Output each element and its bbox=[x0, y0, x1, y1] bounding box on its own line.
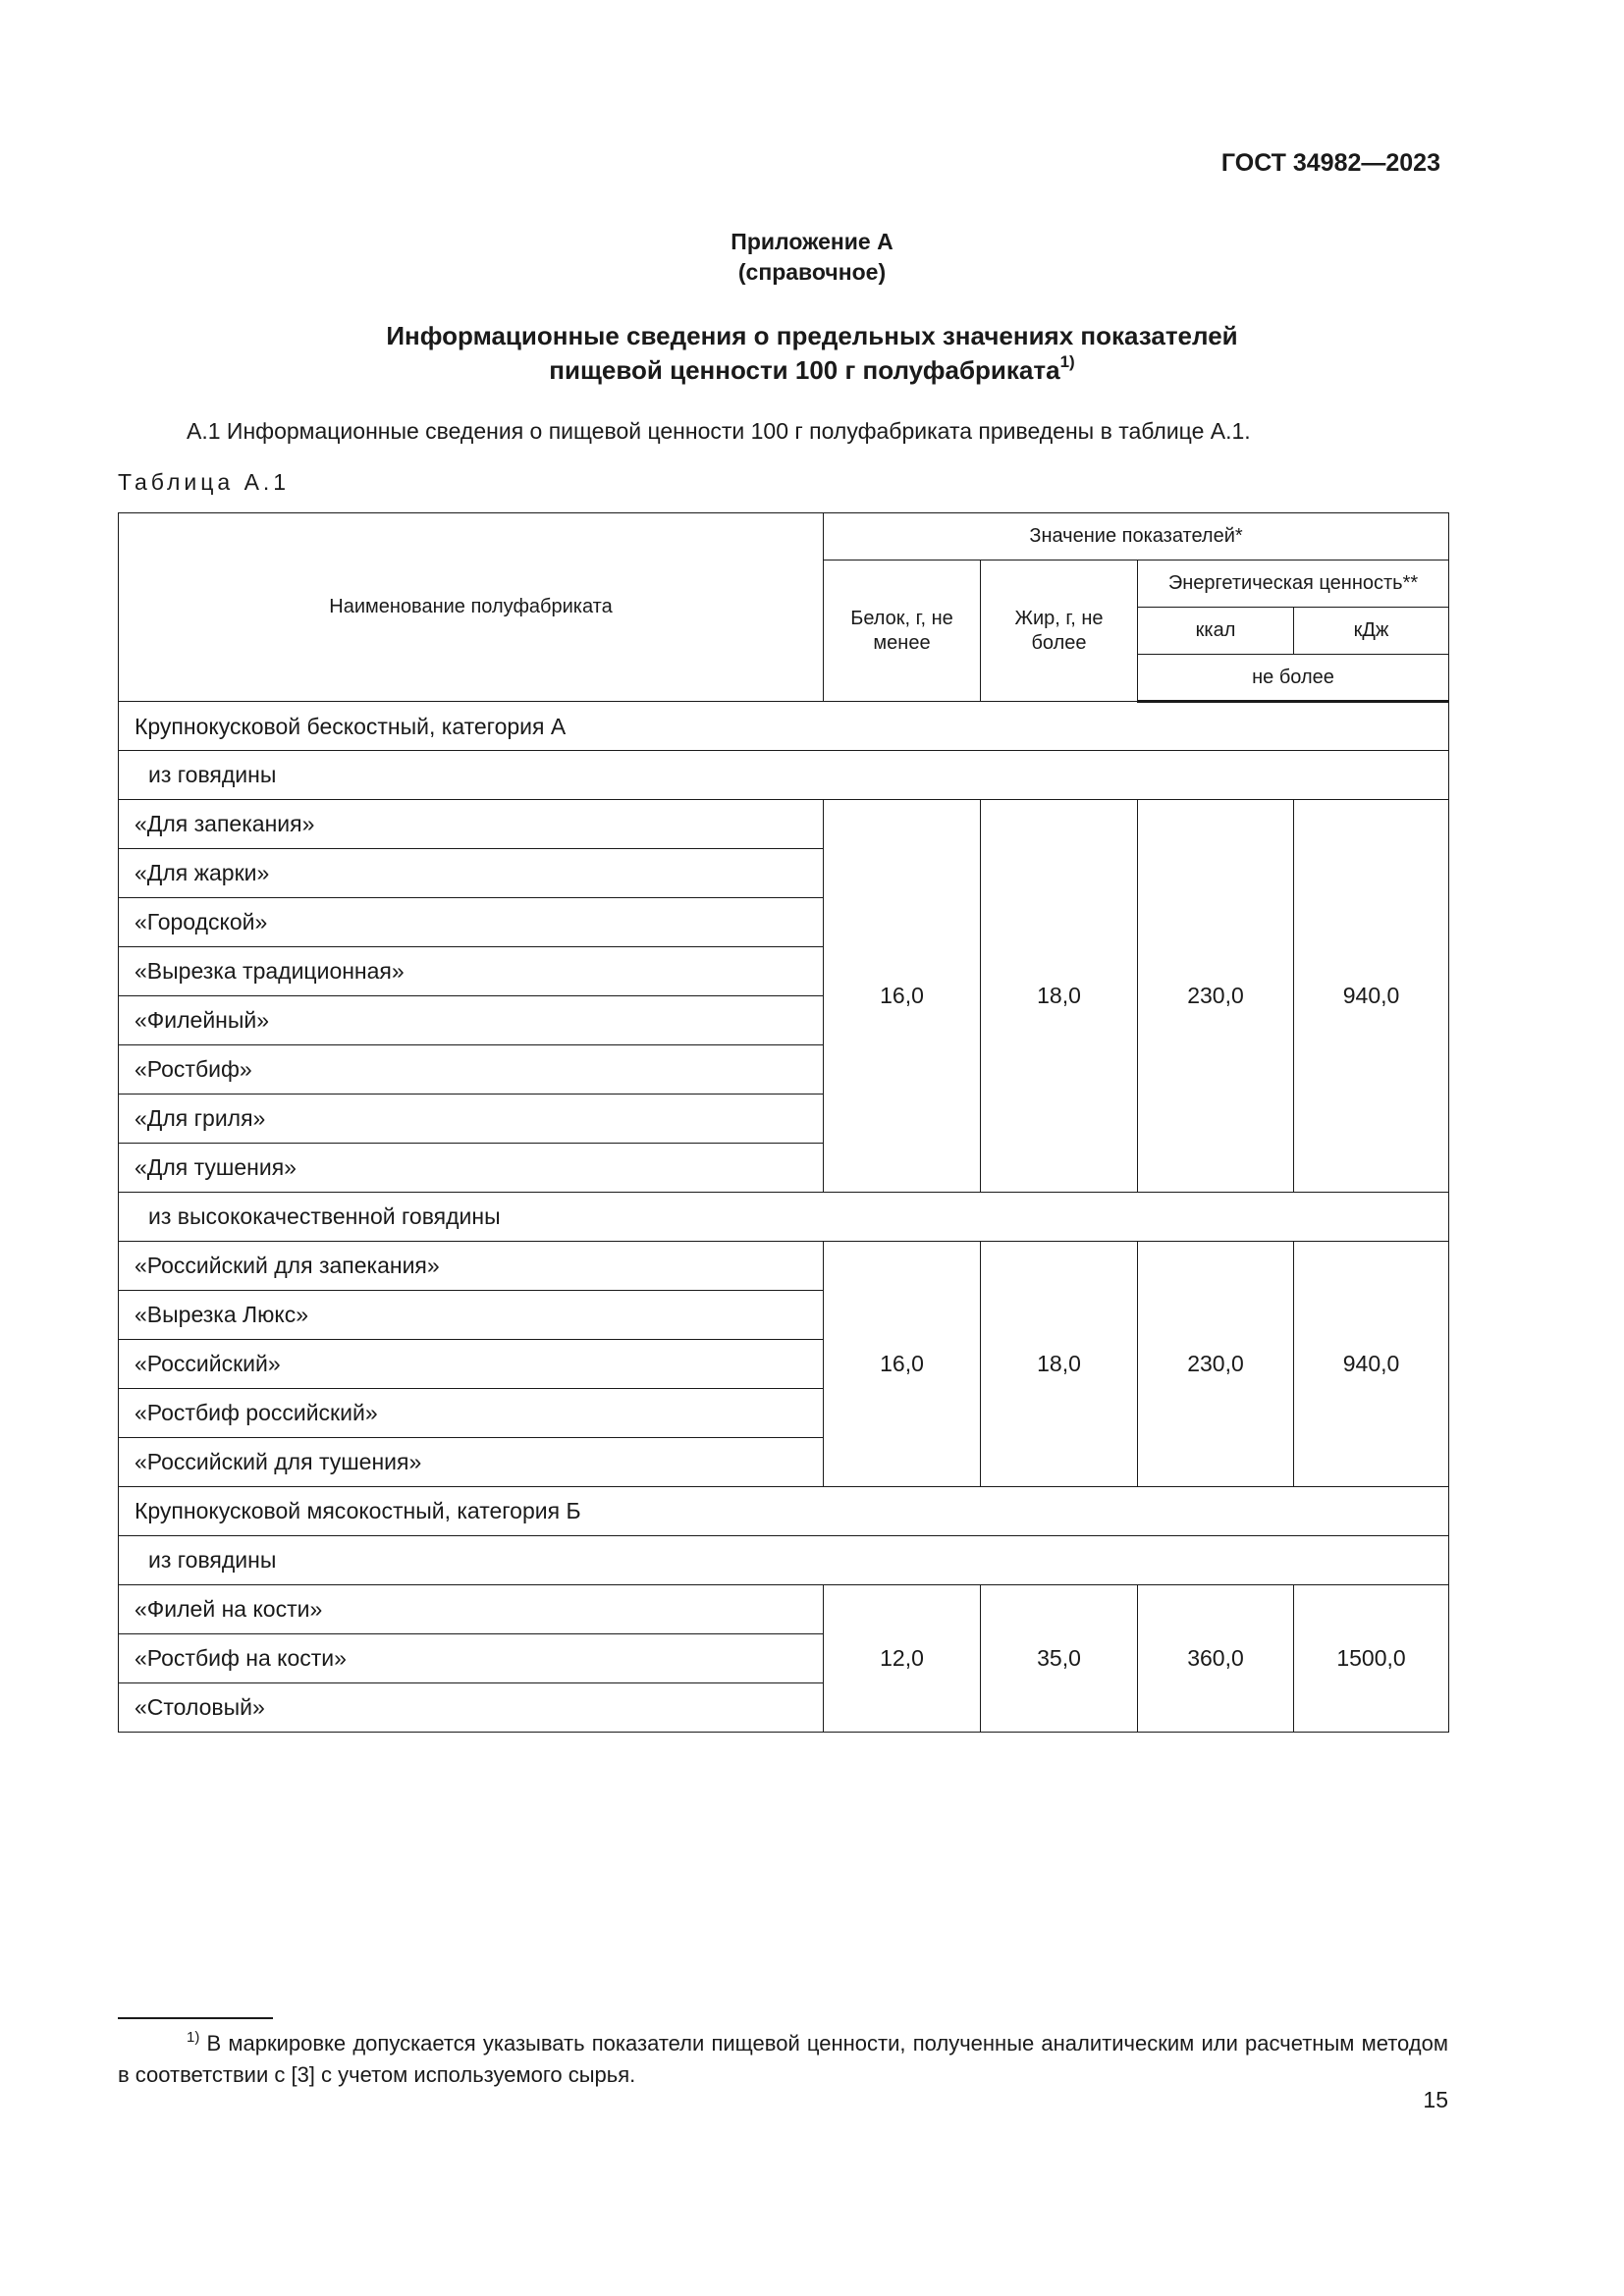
page-title-line-1: Информационные сведения о предельных значениях показателей bbox=[386, 321, 1238, 350]
subcategory-name: из говядины bbox=[119, 751, 1449, 800]
page-title bbox=[0, 319, 1624, 388]
product-name: «Филей на кости» bbox=[119, 1585, 824, 1634]
table-header bbox=[119, 513, 1449, 702]
header-protein: Белок, г, не менее bbox=[824, 561, 981, 702]
product-name: «Ростбиф» bbox=[119, 1045, 824, 1095]
table-row-category bbox=[119, 702, 1449, 751]
table-row-subcategory bbox=[119, 1193, 1449, 1242]
product-name: «Для запекания» bbox=[119, 800, 824, 849]
page-title-line-2-text: пищевой ценности 100 г полуфабриката bbox=[549, 355, 1060, 385]
product-name: «Российский для тушения» bbox=[119, 1438, 824, 1487]
annex-heading bbox=[0, 227, 1624, 288]
product-name: «Российский для запекания» bbox=[119, 1242, 824, 1291]
table-row bbox=[119, 1242, 1449, 1291]
fat-value: 18,0 bbox=[981, 1242, 1138, 1487]
subcategory-name: из высококачественной говядины bbox=[119, 1193, 1449, 1242]
kcal-value: 230,0 bbox=[1138, 1242, 1294, 1487]
page-number: 15 bbox=[1423, 2087, 1448, 2112]
kcal-value: 360,0 bbox=[1138, 1585, 1294, 1733]
protein-value: 12,0 bbox=[824, 1585, 981, 1733]
table-row-subcategory bbox=[119, 1536, 1449, 1585]
footnote-text: В маркировке допускается указывать показатели пищевой ценности, полученные аналитическим или расчетным методом в соответствии с [3] с учетом используемого сырья. bbox=[118, 2031, 1448, 2087]
intro-paragraph: А.1 Информационные сведения о пищевой ценности 100 г полуфабриката приведены в таблице А.1. bbox=[187, 418, 1251, 444]
header-fat: Жир, г, не более bbox=[981, 561, 1138, 702]
protein-value: 16,0 bbox=[824, 800, 981, 1193]
document-code: ГОСТ 34982—2023 bbox=[1220, 149, 1440, 177]
header-energy-limit: не более bbox=[1138, 655, 1449, 702]
header-kcal: ккал bbox=[1138, 608, 1294, 655]
kj-value: 940,0 bbox=[1294, 800, 1449, 1193]
table-row-subcategory bbox=[119, 751, 1449, 800]
footnote bbox=[118, 2028, 1448, 2091]
product-name: «Российский» bbox=[119, 1340, 824, 1389]
fat-value: 35,0 bbox=[981, 1585, 1138, 1733]
product-name: «Городской» bbox=[119, 898, 824, 947]
product-name: «Для гриля» bbox=[119, 1095, 824, 1144]
header-energy-group: Энергетическая ценность** bbox=[1138, 561, 1449, 608]
product-name: «Для жарки» bbox=[119, 849, 824, 898]
product-name: «Вырезка традиционная» bbox=[119, 947, 824, 996]
product-name: «Ростбиф российский» bbox=[119, 1389, 824, 1438]
title-footnote-mark: 1) bbox=[1059, 352, 1075, 371]
table-row-category bbox=[119, 1487, 1449, 1536]
product-name: «Ростбиф на кости» bbox=[119, 1634, 824, 1683]
page-title-line-2 bbox=[0, 353, 1624, 388]
nutrition-table bbox=[118, 512, 1449, 1733]
header-kj: кДж bbox=[1294, 608, 1449, 655]
kj-value: 1500,0 bbox=[1294, 1585, 1449, 1733]
product-name: «Вырезка Люкс» bbox=[119, 1291, 824, 1340]
category-name: Крупнокусковой бескостный, категория А bbox=[119, 702, 1449, 751]
footnote-divider bbox=[118, 2017, 273, 2019]
table-body bbox=[119, 702, 1449, 1733]
table-label: Таблица А.1 bbox=[118, 469, 291, 495]
header-values-group: Значение показателей* bbox=[824, 513, 1449, 561]
kj-value: 940,0 bbox=[1294, 1242, 1449, 1487]
table-row bbox=[119, 800, 1449, 849]
fat-value: 18,0 bbox=[981, 800, 1138, 1193]
product-name: «Филейный» bbox=[119, 996, 824, 1045]
kcal-value: 230,0 bbox=[1138, 800, 1294, 1193]
category-name: Крупнокусковой мясокостный, категория Б bbox=[119, 1487, 1449, 1536]
product-name: «Для тушения» bbox=[119, 1144, 824, 1193]
footnote-mark: 1) bbox=[187, 2029, 200, 2046]
header-product-name: Наименование полуфабриката bbox=[119, 513, 824, 702]
annex-subtitle: (справочное) bbox=[737, 259, 887, 285]
annex-title: Приложение А bbox=[731, 229, 893, 254]
table-row bbox=[119, 1585, 1449, 1634]
subcategory-name: из говядины bbox=[119, 1536, 1449, 1585]
product-name: «Столовый» bbox=[119, 1683, 824, 1733]
protein-value: 16,0 bbox=[824, 1242, 981, 1487]
